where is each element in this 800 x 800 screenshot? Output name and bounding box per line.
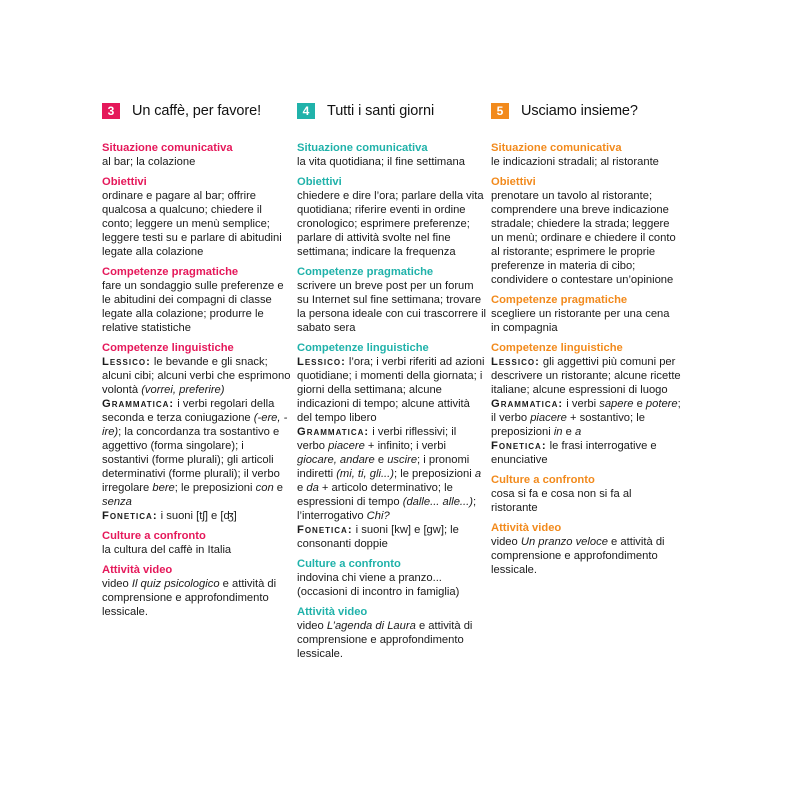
video-title: Un pranzo veloce bbox=[520, 536, 608, 548]
text-run: ; i pronomi indiretti bbox=[297, 454, 470, 480]
text-run: le frasi interrogative e enunciative bbox=[491, 440, 657, 466]
text-run: ; le preposizioni bbox=[394, 468, 472, 480]
text-run: le bevande e gli snack; alcuni cibi; alcuni verbi che esprimono volontà bbox=[102, 356, 291, 396]
text-run-italic: in bbox=[553, 426, 563, 438]
grammatica-label: Grammatica: bbox=[297, 426, 370, 438]
text-run: e bbox=[297, 482, 304, 494]
section-text: scegliere un ristorante per una cena in compagnia bbox=[491, 308, 670, 334]
section-text: la vita quotidiana; il fine settimana bbox=[297, 156, 465, 168]
text-run-italic: piacere bbox=[328, 440, 365, 452]
lessico-text bbox=[297, 355, 487, 425]
text-run-italic: (vorrei, preferire) bbox=[141, 384, 225, 396]
text-run: gli aggettivi più comuni per descrivere un ristorante; alcune ricette italiane; alcune espressioni di luogo bbox=[491, 356, 681, 396]
unit-3-column bbox=[102, 101, 292, 625]
grammatica-text bbox=[297, 425, 487, 523]
unit-4-column bbox=[297, 101, 487, 667]
section-heading: Attività video bbox=[491, 522, 562, 534]
lessico-text bbox=[102, 355, 292, 397]
section-text bbox=[297, 619, 487, 661]
section-heading: Attività video bbox=[297, 606, 368, 618]
text-run: i suoni [tʃ] e [ʤ] bbox=[160, 510, 237, 522]
fonetica-label: Fonetica: bbox=[297, 524, 353, 536]
situazione-section bbox=[102, 141, 292, 169]
linguistiche-section bbox=[491, 341, 681, 467]
text-run-italic: a bbox=[574, 426, 582, 438]
text-run: e bbox=[565, 426, 572, 438]
linguistiche-section bbox=[297, 341, 487, 551]
text-run: i verbi bbox=[566, 398, 597, 410]
section-heading: Competenze linguistiche bbox=[297, 342, 429, 354]
section-text: ordinare e pagare al bar; offrire qualcosa a qualcuno; chiedere il conto; leggere un menù semplice; leggere testi su e parlare di abitudini legate alla colazione bbox=[102, 190, 282, 258]
lessico-label: Lessico: bbox=[102, 356, 151, 368]
grammatica-label: Grammatica: bbox=[491, 398, 564, 410]
culture-section bbox=[102, 529, 292, 557]
unit-title: Un caffè, per favore! bbox=[132, 103, 262, 119]
grammatica-label: Grammatica: bbox=[102, 398, 175, 410]
text-run: e bbox=[377, 454, 385, 466]
fonetica-text bbox=[491, 439, 681, 467]
fonetica-text bbox=[297, 523, 487, 551]
unit-title: Usciamo insieme? bbox=[521, 103, 638, 119]
obiettivi-section bbox=[102, 175, 292, 259]
section-heading: Culture a confronto bbox=[297, 558, 401, 570]
text-run: ; le preposizioni bbox=[174, 482, 253, 494]
section-text: chiedere e dire l’ora; parlare della vita quotidiana; riferire eventi in ordine cronologico; esprimere preferenze; parlare di attività svolte nel fine settimana; indicare la frequenza bbox=[297, 190, 484, 258]
text-run: l’ora; i verbi riferiti ad azioni quotidiane; i momenti della giornata; i giorni della settimana; alcune indicazioni di tempo; alcune attività del tempo libero bbox=[297, 356, 485, 424]
text-run: e attività di comprensione e approfondimento lessicale. bbox=[102, 578, 277, 618]
text-run-italic: (dalle... alle...) bbox=[402, 496, 473, 508]
unit-5-column bbox=[491, 101, 681, 583]
section-heading: Situazione comunicativa bbox=[297, 142, 428, 154]
unit-header bbox=[102, 101, 292, 121]
video-section bbox=[102, 563, 292, 619]
text-run: i verbi riflessivi; il verbo bbox=[297, 426, 457, 452]
section-heading: Competenze pragmatiche bbox=[491, 294, 628, 306]
section-heading: Obiettivi bbox=[297, 176, 342, 188]
section-text: indovina chi viene a pranzo... (occasioni di incontro in famiglia) bbox=[297, 572, 460, 598]
culture-section bbox=[491, 473, 681, 515]
unit-header bbox=[297, 101, 487, 121]
text-run: e attività di comprensione e approfondimento lessicale. bbox=[297, 620, 473, 660]
text-run: + sostantivo; le preposizioni bbox=[491, 412, 645, 438]
section-text: scrivere un breve post per un forum su Internet sul fine settimana; trovare la persona ideale con cui trascorrere il sabato sera bbox=[297, 280, 487, 334]
text-run-italic: (mi, ti, gli...) bbox=[336, 468, 394, 480]
section-heading: Competenze linguistiche bbox=[102, 342, 234, 354]
text-run: ; la concordanza tra sostantivo e aggettivo (forma singolare); i sostantivi (forme plurali); gli articoli determinativi (forme plurali); il verbo irregolare bbox=[102, 426, 280, 494]
grammatica-text bbox=[102, 397, 292, 509]
section-heading: Culture a confronto bbox=[491, 474, 595, 486]
unit-number-badge: 4 bbox=[297, 103, 315, 119]
text-run: e bbox=[636, 398, 643, 410]
text-run: e bbox=[276, 482, 284, 494]
text-run: ; l’interrogativo bbox=[297, 496, 477, 522]
lessico-label: Lessico: bbox=[297, 356, 346, 368]
lessico-label: Lessico: bbox=[491, 356, 540, 368]
obiettivi-section bbox=[491, 175, 681, 287]
section-heading: Competenze linguistiche bbox=[491, 342, 623, 354]
video-title: L’agenda di Laura bbox=[326, 620, 416, 632]
text-run: e attività di comprensione e approfondimento lessicale. bbox=[491, 536, 665, 576]
fonetica-label: Fonetica: bbox=[491, 440, 547, 452]
text-run-italic: bere bbox=[152, 482, 175, 494]
section-text bbox=[491, 535, 681, 577]
section-text: prenotare un tavolo al ristorante; comprendere una breve indicazione stradale; chiedere la strada; leggere un menù; ordinare e chiedere il conto al ristorante; esprimere le proprie preferenze in materia di cibo; condividere o contestare un’opinione bbox=[491, 190, 676, 286]
text-run-italic: da bbox=[306, 482, 319, 494]
text-run: ; il verbo bbox=[491, 398, 681, 424]
unit-header bbox=[491, 101, 681, 121]
section-text: cosa si fa e cosa non si fa al ristorante bbox=[491, 488, 632, 514]
text-run: + articolo determinativo; le espressioni di tempo bbox=[297, 482, 453, 508]
fonetica-text bbox=[102, 509, 292, 523]
section-heading: Culture a confronto bbox=[102, 530, 206, 542]
section-text: le indicazioni stradali; al ristorante bbox=[491, 156, 659, 168]
text-run-italic: giocare, andare bbox=[297, 454, 375, 466]
text-run: video bbox=[102, 578, 129, 590]
text-run-italic: a bbox=[474, 468, 482, 480]
obiettivi-section bbox=[297, 175, 487, 259]
section-heading: Attività video bbox=[102, 564, 173, 576]
lessico-text bbox=[491, 355, 681, 397]
section-text: fare un sondaggio sulle preferenze e le abitudini dei compagni di classe legate alla colazione; produrre le relative statistiche bbox=[102, 280, 284, 334]
situazione-section bbox=[297, 141, 487, 169]
text-run-italic: piacere bbox=[530, 412, 567, 424]
section-heading: Obiettivi bbox=[491, 176, 536, 188]
unit-number-badge: 3 bbox=[102, 103, 120, 119]
text-run: video bbox=[297, 620, 324, 632]
video-section bbox=[297, 605, 487, 661]
video-title: Il quiz psicologico bbox=[131, 578, 220, 590]
section-text bbox=[102, 577, 292, 619]
text-run-italic: uscire bbox=[387, 454, 418, 466]
grammatica-text bbox=[491, 397, 681, 439]
section-heading: Competenze pragmatiche bbox=[102, 266, 239, 278]
text-run-italic: con bbox=[255, 482, 274, 494]
video-section bbox=[491, 521, 681, 577]
text-run: video bbox=[491, 536, 518, 548]
section-text: al bar; la colazione bbox=[102, 156, 196, 168]
linguistiche-section bbox=[102, 341, 292, 523]
pragmatiche-section bbox=[297, 265, 487, 335]
text-run-italic: Chi? bbox=[366, 510, 390, 522]
pragmatiche-section bbox=[491, 293, 681, 335]
text-run-italic: sapere bbox=[599, 398, 634, 410]
text-run: + infinito; i verbi bbox=[367, 440, 446, 452]
section-text: la cultura del caffè in Italia bbox=[102, 544, 232, 556]
text-run-italic: potere bbox=[645, 398, 678, 410]
section-heading: Obiettivi bbox=[102, 176, 147, 188]
text-run: i verbi regolari della seconda e terza coniugazione bbox=[102, 398, 275, 424]
section-heading: Competenze pragmatiche bbox=[297, 266, 434, 278]
section-heading: Situazione comunicativa bbox=[491, 142, 622, 154]
unit-title: Tutti i santi giorni bbox=[327, 103, 435, 119]
text-run: i suoni [kw] e [gw]; le consonanti doppie bbox=[297, 524, 459, 550]
culture-section bbox=[297, 557, 487, 599]
section-heading: Situazione comunicativa bbox=[102, 142, 233, 154]
pragmatiche-section bbox=[102, 265, 292, 335]
situazione-section bbox=[491, 141, 681, 169]
text-run-italic: senza bbox=[102, 496, 132, 508]
unit-number-badge: 5 bbox=[491, 103, 509, 119]
text-run-italic: (-ere, -ire) bbox=[102, 412, 288, 438]
fonetica-label: Fonetica: bbox=[102, 510, 158, 522]
